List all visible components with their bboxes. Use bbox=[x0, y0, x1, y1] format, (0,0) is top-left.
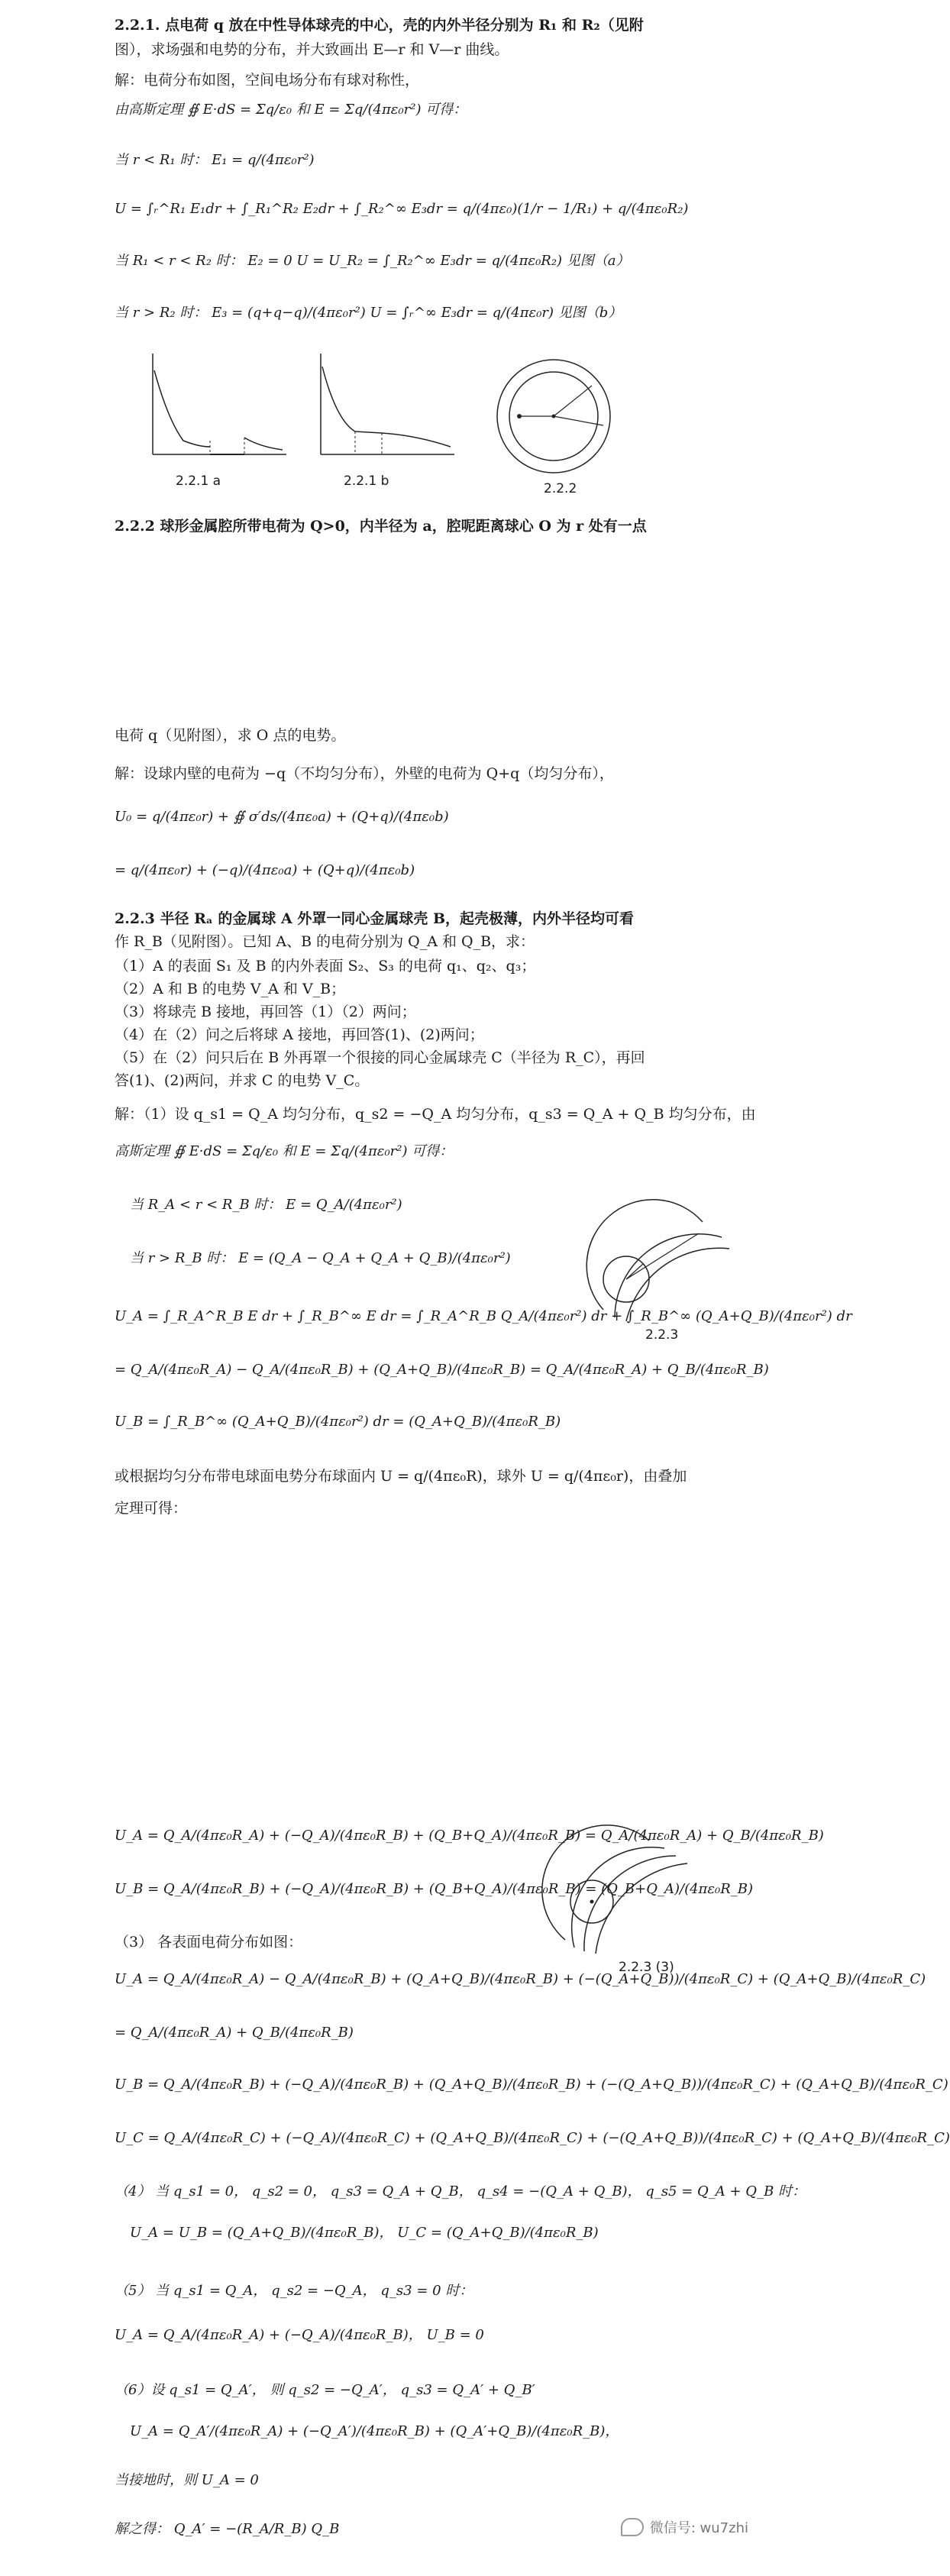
figure-223-3 bbox=[550, 1810, 733, 1955]
figure-221a-caption: 2.2.1 a bbox=[176, 474, 221, 489]
solution-223: 解：（1）设 q_s1 = Q_A 均匀分布，q_s2 = −Q_A 均匀分布，q_s3 = Q_A + Q_B 均匀分布，由 bbox=[115, 1106, 756, 1123]
case3-221: 当 r > R₂ 时： E₃ = (q+q−q)/(4πε₀r²) U = ∫ᵣ^∞ E₃dr = q/(4πε₀r) 见图（b） bbox=[115, 305, 622, 321]
problem-223-title: 2.2.3 半径 Rₐ 的金属球 A 外罩一同心金属球壳 B，起壳极薄，内外半径均可看 bbox=[115, 910, 635, 927]
problem-223-line2: 作 R_B（见附图）。已知 A、B 的电荷分别为 Q_A 和 Q_B，求： bbox=[115, 933, 535, 950]
potential-ua2: = Q_A/(4πε₀R_A) − Q_A/(4πε₀R_B) + (Q_A+Q_B)/(4πε₀R_B) = Q_A/(4πε₀R_A) + Q_B/(4πε₀R_B) bbox=[115, 1362, 769, 1378]
field-region2: 当 r > R_B 时： E = (Q_A − Q_A + Q_A + Q_B)/(4πε₀r²) bbox=[130, 1250, 511, 1266]
figure-223-3-caption: 2.2.3 (3) bbox=[619, 1960, 674, 1975]
problem-221-line2: 图），求场强和电势的分布，并大致画出 E—r 和 V—r 曲线。 bbox=[115, 41, 509, 58]
question-2: （2）A 和 B 的电势 V_A 和 V_B； bbox=[115, 981, 346, 997]
part3-heading: （3） 各表面电荷分布如图： bbox=[115, 1934, 303, 1951]
figure-223 bbox=[588, 1191, 733, 1321]
figure-222 bbox=[489, 355, 619, 477]
case1-221: 当 r < R₁ 时： E₁ = q/(4πε₀r²) bbox=[115, 152, 315, 168]
question-5b: 答(1)、(2)两问，并求 C 的电势 V_C。 bbox=[115, 1072, 370, 1089]
wechat-watermark bbox=[621, 2517, 748, 2537]
watermark-text: 微信号: wu7zhi bbox=[649, 2520, 748, 2536]
question-1: （1）A 的表面 S₁ 及 B 的内外表面 S₂、S₃ 的电荷 q₁、q₂、q₃； bbox=[115, 958, 536, 974]
field-region1: 当 R_A < r < R_B 时： E = Q_A/(4πε₀r²) bbox=[130, 1197, 402, 1213]
potential-ub: U_B = ∫_R_B^∞ (Q_A+Q_B)/(4πε₀r²) dr = (Q_A+Q_B)/(4πε₀R_B) bbox=[115, 1414, 561, 1430]
wechat-icon bbox=[621, 2518, 644, 2536]
ground-condition: 当接地时，则 U_A = 0 bbox=[115, 2472, 259, 2488]
potential-ub3: U_B = Q_A/(4πε₀R_B) + (−Q_A)/(4πε₀R_B) + (Q_B+Q_A)/(4πε₀R_B) = (Q_B+Q_A)/(4πε₀R_B) bbox=[115, 1881, 754, 1897]
potential-222: U₀ = q/(4πε₀r) + ∯ σ′ds/(4πε₀a) + (Q+q)/(4πε₀b) bbox=[115, 809, 449, 825]
potential-221: U = ∫ᵣ^R₁ E₁dr + ∫_R₁^R₂ E₂dr + ∫_R₂^∞ E₃dr = q/(4πε₀)(1/r − 1/R₁) + q/(4πε₀R₂) bbox=[115, 201, 689, 217]
question-3: （3）将球壳 B 接地，再回答（1）（2）两问； bbox=[115, 1004, 416, 1020]
potential-ub4: U_B = Q_A/(4πε₀R_B) + (−Q_A)/(4πε₀R_B) + (Q_A+Q_B)/(4πε₀R_B) + (−(Q_A+Q_B))/(4πε₀R_C) + (Q_A+Q_B)/(4πε₀R_C) bbox=[115, 2077, 948, 2093]
solve-result: 解之得： Q_A′ = −(R_A/R_B) Q_B bbox=[115, 2521, 340, 2537]
question-5: （5）在（2）问只后在 B 外再罩一个很接的同心金属球壳 C（半径为 R_C），再回 bbox=[115, 1049, 645, 1066]
potential-ua3: U_A = Q_A/(4πε₀R_A) + (−Q_A)/(4πε₀R_B) + (Q_B+Q_A)/(4πε₀R_B) = Q_A/(4πε₀R_A) + Q_B/(4πε₀R_B) bbox=[115, 1828, 824, 1844]
solution-222: 解：设球内壁的电荷为 −q（不均匀分布），外壁的电荷为 Q+q（均匀分布）， bbox=[115, 765, 614, 782]
figure-223-caption: 2.2.3 bbox=[645, 1327, 679, 1343]
question-4: （4）在（2）问之后将球 A 接地，再回答(1)、(2)两问； bbox=[115, 1026, 484, 1043]
part6-condition: （6）设 q_s1 = Q_A′， 则 q_s2 = −Q_A′， q_s3 = Q_A′ + Q_B′ bbox=[115, 2382, 535, 2398]
figure-222-caption: 2.2.2 bbox=[544, 481, 577, 496]
problem-222-cont: 电荷 q（见附图），求 O 点的电势。 bbox=[115, 727, 346, 744]
part4-condition: （4） 当 q_s1 = 0， q_s2 = 0， q_s3 = Q_A + Q_B， q_s4 = −(Q_A + Q_B)， q_s5 = Q_A + Q_B 时： bbox=[115, 2183, 806, 2199]
problem-221-title: 2.2.1. 点电荷 q 放在中性导体球壳的中心，壳的内外半径分别为 R₁ 和 R₂（见附 bbox=[115, 17, 644, 34]
part5-equation: U_A = Q_A/(4πε₀R_A) + (−Q_A)/(4πε₀R_B)， U_B = 0 bbox=[115, 2327, 484, 2343]
part5-condition: （5） 当 q_s1 = Q_A， q_s2 = −Q_A， q_s3 = 0 时： bbox=[115, 2283, 473, 2299]
potential-uc4: U_C = Q_A/(4πε₀R_C) + (−Q_A)/(4πε₀R_C) + (Q_A+Q_B)/(4πε₀R_C) + (−(Q_A+Q_B))/(4πε₀R_C) + (Q_A+Q_B)/(4πε₀R_C) bbox=[115, 2130, 950, 2146]
solution-221: 解：电荷分布如图，空间电场分布有球对称性， bbox=[115, 72, 420, 89]
case2-221: 当 R₁ < r < R₂ 时： E₂ = 0 U = U_R₂ = ∫_R₂^∞ E₃dr = q/(4πε₀R₂) 见图（a） bbox=[115, 253, 630, 269]
potential-222b: = q/(4πε₀r) + (−q)/(4πε₀a) + (Q+q)/(4πε₀b) bbox=[115, 862, 415, 878]
part4-equation: U_A = U_B = (Q_A+Q_B)/(4πε₀R_B)， U_C = (Q_A+Q_B)/(4πε₀R_B) bbox=[130, 2225, 599, 2241]
alt-method2: 定理可得： bbox=[115, 1500, 188, 1517]
figure-221b-caption: 2.2.1 b bbox=[344, 474, 389, 489]
potential-ua4: U_A = Q_A/(4πε₀R_A) − Q_A/(4πε₀R_B) + (Q_A+Q_B)/(4πε₀R_B) + (−(Q_A+Q_B))/(4πε₀R_C) + (Q_A+Q_B)/(4πε₀R_C) bbox=[115, 1971, 926, 1987]
gauss-law-221: 由高斯定理 ∯ E·dS = Σq/ε₀ 和 E = Σq/(4πε₀r²) 可得： bbox=[115, 102, 467, 118]
potential-ua: U_A = ∫_R_A^R_B E dr + ∫_R_B^∞ E dr = ∫_R_A^R_B Q_A/(4πε₀r²) dr + ∫_R_B^∞ (Q_A+Q_B)/(4πε₀r²) dr bbox=[115, 1308, 852, 1324]
figure-221a bbox=[137, 347, 290, 470]
problem-222-title: 2.2.2 球形金属腔所带电荷为 Q>0，内半径为 a，腔呢距离球心 O 为 r 处有一点 bbox=[115, 518, 647, 535]
figure-221b bbox=[305, 347, 458, 470]
alt-method: 或根据均匀分布带电球面电势分布球面内 U = q/(4πε₀R)，球外 U = q/(4πε₀r)，由叠加 bbox=[115, 1468, 687, 1485]
potential-ua4b: = Q_A/(4πε₀R_A) + Q_B/(4πε₀R_B) bbox=[115, 2025, 354, 2041]
gauss-law-223: 高斯定理 ∯ E·dS = Σq/ε₀ 和 E = Σq/(4πε₀r²) 可得： bbox=[115, 1143, 454, 1159]
part6-equation: U_A = Q_A′/(4πε₀R_A) + (−Q_A′)/(4πε₀R_B) + (Q_A′+Q_B)/(4πε₀R_B)， bbox=[130, 2423, 619, 2439]
